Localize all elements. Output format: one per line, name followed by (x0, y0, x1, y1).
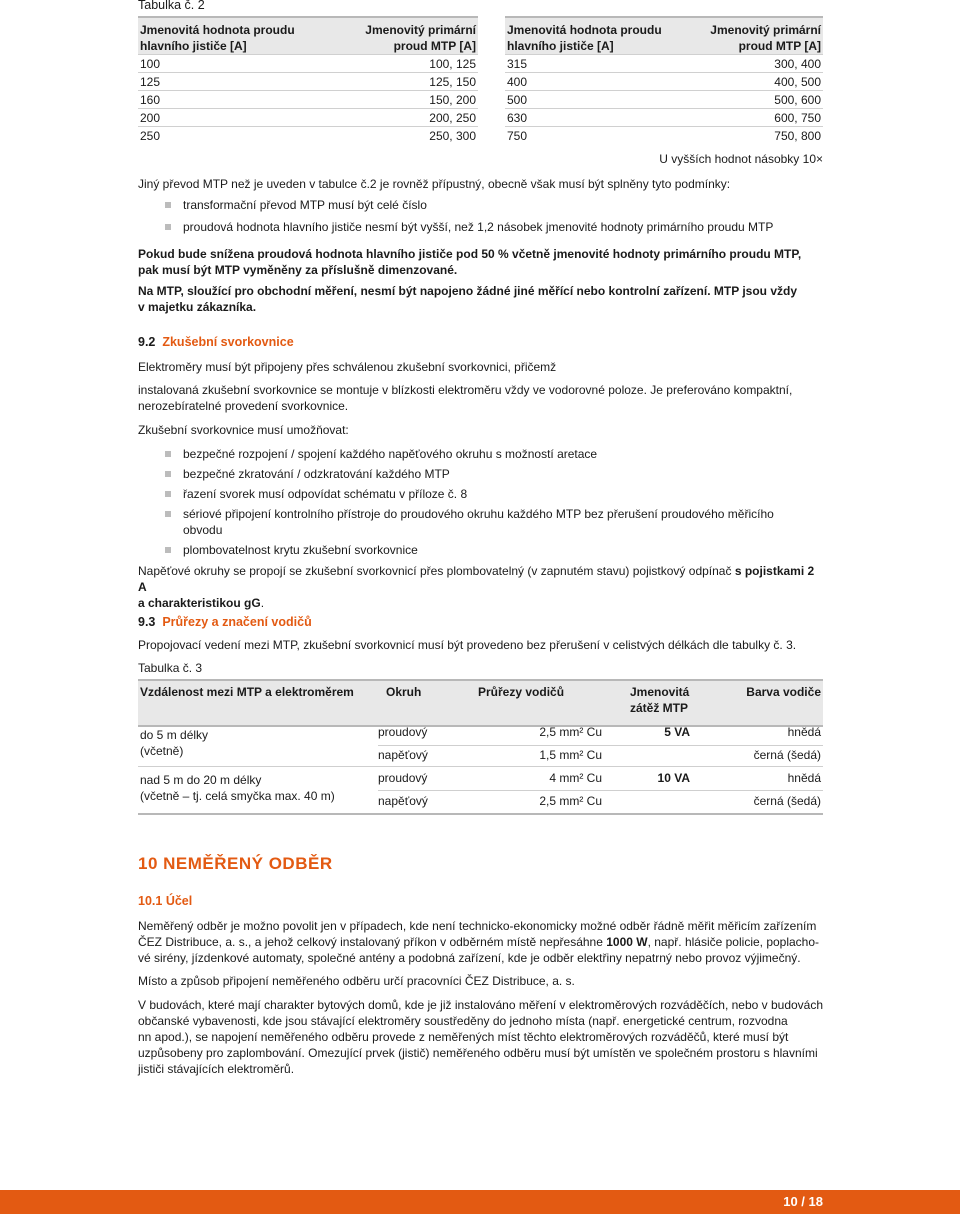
table2-left (138, 16, 478, 144)
list-item: sériové připojení kontrolního přístroje do proudového okruhu každého MTP bez přerušení proudového měřicího obvodu (138, 506, 823, 538)
paragraph: Propojovací vedení mezi MTP, zkušební svorkovnicí musí být provedeno bez přerušení v celistvých délkách dle tabulky č. 3. (138, 638, 797, 652)
header-cell: Jmenovitý primární (365, 23, 476, 37)
bullet-square-icon (165, 511, 171, 517)
paragraph: Elektroměry musí být připojeny přes schválenou zkušební svorkovnici, přičemž (138, 360, 557, 374)
bullet-square-icon (165, 224, 171, 230)
table3-header (138, 679, 823, 727)
page-footer-bar (0, 1190, 960, 1214)
header-cell: hlavního jističe [A] (140, 39, 247, 53)
list-item: proudová hodnota hlavního jističe nesmí být vyšší, než 1,2 násobek jmenovité hodnoty primárního proudu MTP (138, 219, 823, 235)
row-divider (378, 745, 823, 746)
paragraph: Místo a způsob připojení neměřeného odběru určí pracovníci ČEZ Distribuce, a. s. (138, 974, 575, 988)
bullet-square-icon (165, 547, 171, 553)
table2-right-header (505, 16, 823, 54)
table-row: proudový 2,5 mm² Cu 5 VA hnědá (378, 725, 821, 739)
section-10-heading: 10 NEMĚŘENÝ ODBĚR (138, 854, 333, 873)
list-item: transformační převod MTP musí být celé číslo (138, 197, 823, 213)
page-number: 10 / 18 (783, 1194, 823, 1209)
table-row: 100 100, 125 (138, 54, 478, 72)
paragraph: V budovách, které mají charakter bytových domů, kde je již instalováno měření v elektroměrových rozváděčích, nebo v budovách občanské vybavenosti, kde jsou stávající elektroměry soustředěny do jednoho místa (např. energetické centrum, rozvodna nn apod.), se napojení neměřeného odběru provede z neměřených míst těchto elektroměrových rozváděčů, které musí být uzpůsobeny pro zaplombování. Omezující prvek (jistič) neměřeného odběru musí být umístěn ve společném prostoru s hlavními jističi stávajících elektroměrů. (138, 998, 824, 1076)
warning-paragraph-2: Na MTP, sloužící pro obchodní měření, nesmí být napojeno žádné jiné měřící nebo kontrolní zařízení. MTP jsou vždy v majetku zákazníka. (138, 284, 797, 314)
distance-group-1: do 5 m délky (včetně) (140, 728, 209, 758)
header-cell: Průřezy vodičů (478, 685, 565, 699)
table3-body (138, 727, 823, 847)
table3 (138, 679, 823, 847)
table-row: napěťový 2,5 mm² Cu černá (šedá) (378, 794, 821, 808)
table-row: 750 750, 800 (505, 126, 823, 144)
table-row: 500 500, 600 (505, 90, 823, 108)
table3-title: Tabulka č. 3 (138, 661, 203, 675)
distance-group-2: nad 5 m do 20 m délky (včetně – tj. celá smyčka max. 40 m) (140, 773, 335, 803)
list-item: bezpečné zkratování / odzkratování každého MTP (138, 466, 823, 482)
table2-right (505, 16, 823, 144)
table-row: 400 400, 500 (505, 72, 823, 90)
table-row: 630 600, 750 (505, 108, 823, 126)
other-ratio-paragraph: Jiný převod MTP než je uveden v tabulce č.2 je rovněž přípustný, obecně však musí být splněny tyto podmínky: (138, 177, 731, 191)
table2-left-header (138, 16, 478, 54)
header-cell: Jmenovitá hodnota proudu (140, 23, 295, 37)
section-9-2-heading: 9.2 Zkušební svorkovnice (138, 335, 294, 349)
header-cell: Jmenovitá zátěž MTP (630, 685, 690, 715)
header-cell: proud MTP [A] (393, 39, 476, 53)
table2-title: Tabulka č. 2 (138, 0, 205, 12)
table-row: 125 125, 150 (138, 72, 478, 90)
table-row: 200 200, 250 (138, 108, 478, 126)
condition-list (138, 197, 823, 235)
list-item: řazení svorek musí odpovídat schématu v příloze č. 8 (138, 486, 823, 502)
header-cell: proud MTP [A] (738, 39, 821, 53)
fuse-paragraph: Napěťové okruhy se propojí se zkušební svorkovnicí přes plombovatelný (v zapnutém stavu) pojistkový odpínač s pojistkami 2 A a charakteristikou gG. (138, 564, 815, 610)
paragraph: Zkušební svorkovnice musí umožňovat: (138, 423, 349, 437)
paragraph: instalovaná zkušební svorkovnice se montuje v blízkosti elektroměru vždy ve vodorovné poloze. Je preferováno kompaktní, nerozebíratelné provedení svorkovnice. (138, 383, 793, 413)
row-divider (138, 766, 823, 767)
header-cell: Jmenovitý primární (710, 23, 821, 37)
table-row: 315 300, 400 (505, 54, 823, 72)
section-10-1-heading: 10.1 Účel (138, 894, 193, 908)
test-terminal-features-list (138, 446, 823, 558)
list-item: plombovatelnost krytu zkušební svorkovnice (138, 542, 823, 558)
header-cell: Vzdálenost mezi MTP a elektroměrem (140, 685, 354, 699)
bullet-square-icon (165, 491, 171, 497)
table-row: 160 150, 200 (138, 90, 478, 108)
bullet-square-icon (165, 471, 171, 477)
header-cell: hlavního jističe [A] (507, 39, 614, 53)
warning-paragraph-1: Pokud bude snížena proudová hodnota hlavního jističe pod 50 % včetně jmenovité hodnoty primárního proudu MTP, pak musí být MTP vyměněny za příslušně dimenzované. (138, 247, 802, 277)
bullet-square-icon (165, 202, 171, 208)
table2-note: U vyšších hodnot násobky 10× (659, 152, 823, 166)
section-9-3-heading: 9.3 Průřezy a značení vodičů (138, 615, 312, 629)
header-cell: Jmenovitá hodnota proudu (507, 23, 662, 37)
table-row: 250 250, 300 (138, 126, 478, 144)
bullet-square-icon (165, 451, 171, 457)
table-bottom-rule (138, 813, 823, 815)
paragraph: Neměřený odběr je možno povolit jen v případech, kde není technicko-ekonomicky možné odběr řádně měřit měřicím zařízením ČEZ Distribuce, a. s., a jehož celkový instalovaný příkon v odběrném místě nepřesáhne 1000 W, např. hlásiče policie, poplacho- vé sirény, jízdenkové automaty, společné antény a podobná zařízení, kde je odběr elektřiny nepatrný nebo provoz výjimečný. (138, 919, 820, 965)
header-cell: Barva vodiče (746, 685, 821, 699)
table-row: napěťový 1,5 mm² Cu černá (šedá) (378, 748, 821, 762)
list-item: bezpečné rozpojení / spojení každého napěťového okruhu s možností aretace (138, 446, 823, 462)
table-row: proudový 4 mm² Cu 10 VA hnědá (378, 771, 821, 785)
row-divider (378, 790, 823, 791)
header-cell: Okruh (386, 685, 422, 699)
